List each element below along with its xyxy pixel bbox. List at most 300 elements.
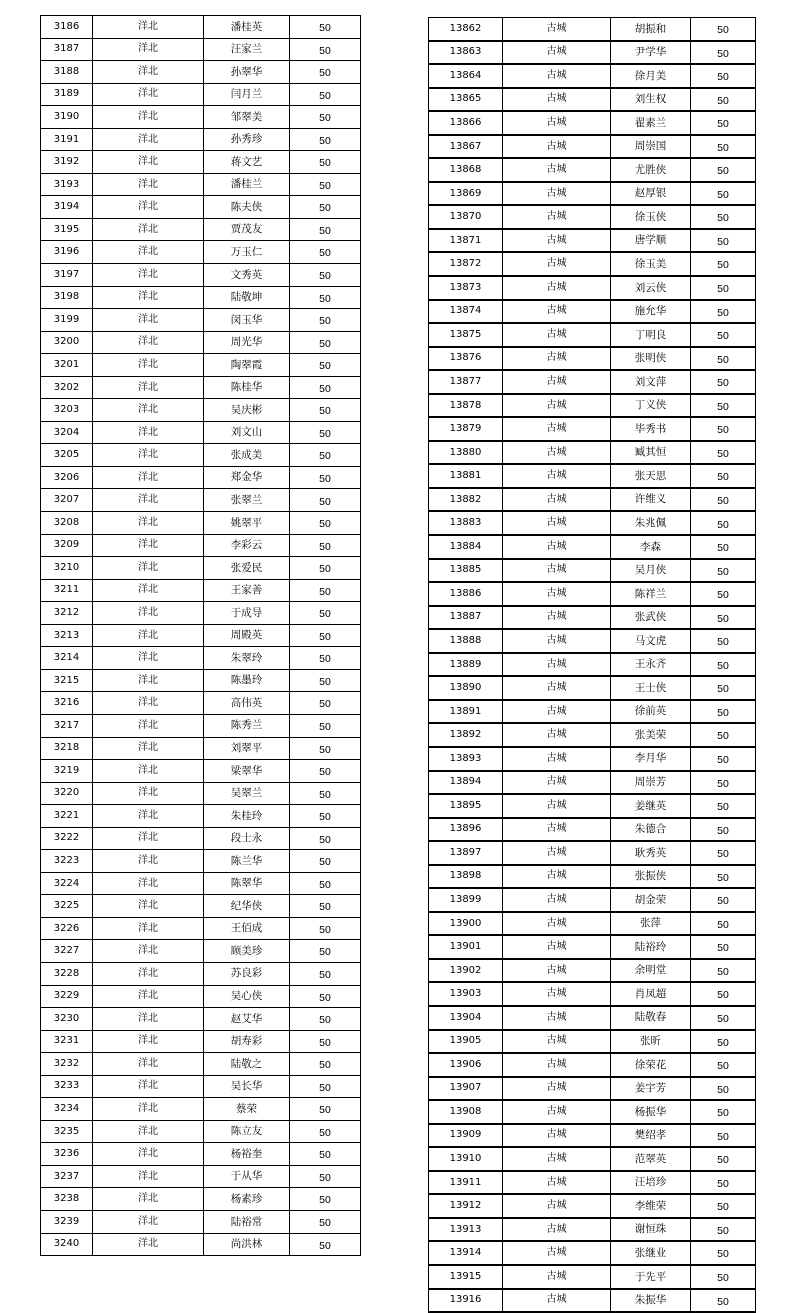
record-id-cell: 13902 [429, 959, 503, 983]
person-name-cell: 李彩云 [204, 534, 290, 557]
person-name-cell: 臧其恒 [611, 441, 691, 465]
record-id-cell: 3234 [41, 1098, 93, 1121]
person-name-cell: 毕秀书 [611, 417, 691, 441]
person-name-cell: 朱桂玲 [204, 805, 290, 828]
person-name-cell: 尹学华 [611, 41, 691, 65]
district-cell: 洋北 [93, 151, 204, 174]
district-cell: 古城 [503, 888, 611, 912]
amount-cell: 50 [290, 128, 361, 151]
person-name-cell: 蔡荣 [204, 1098, 290, 1121]
record-id-cell: 3240 [41, 1233, 93, 1256]
record-id-cell: 3233 [41, 1075, 93, 1098]
table-row [41, 782, 361, 805]
table-row [41, 917, 361, 940]
person-name-cell: 陈墨玲 [204, 669, 290, 692]
district-cell: 古城 [503, 347, 611, 371]
district-cell: 洋北 [93, 1098, 204, 1121]
district-cell: 古城 [503, 1289, 611, 1313]
district-cell: 洋北 [93, 1210, 204, 1233]
record-id-cell: 13907 [429, 1077, 503, 1101]
district-cell: 古城 [503, 88, 611, 112]
amount-cell: 50 [290, 1030, 361, 1053]
amount-cell: 50 [290, 805, 361, 828]
person-name-cell: 于成导 [204, 602, 290, 625]
person-name-cell: 范翠英 [611, 1147, 691, 1171]
district-cell: 古城 [503, 841, 611, 865]
record-id-cell: 13900 [429, 912, 503, 936]
amount-cell: 50 [691, 771, 756, 795]
person-name-cell: 汪培珍 [611, 1171, 691, 1195]
district-cell: 古城 [503, 417, 611, 441]
person-name-cell: 谢恒珠 [611, 1218, 691, 1242]
record-id-cell: 13897 [429, 841, 503, 865]
record-id-cell: 13916 [429, 1289, 503, 1313]
person-name-cell: 张萍 [611, 912, 691, 936]
person-name-cell: 陈兰华 [204, 850, 290, 873]
record-id-cell: 3237 [41, 1165, 93, 1188]
table-row [41, 444, 361, 467]
district-cell: 洋北 [93, 128, 204, 151]
district-cell: 古城 [503, 629, 611, 653]
person-name-cell: 于先平 [611, 1265, 691, 1289]
district-cell: 洋北 [93, 1030, 204, 1053]
record-id-cell: 13909 [429, 1124, 503, 1148]
district-cell: 古城 [503, 935, 611, 959]
table-row [429, 252, 756, 276]
left-table [40, 15, 361, 1256]
table-row [429, 771, 756, 795]
table-row [429, 300, 756, 324]
amount-cell: 50 [691, 300, 756, 324]
amount-cell: 50 [290, 38, 361, 61]
person-name-cell: 邹翠美 [204, 106, 290, 129]
person-name-cell: 吴心侠 [204, 985, 290, 1008]
district-cell: 洋北 [93, 241, 204, 264]
district-cell: 洋北 [93, 872, 204, 895]
district-cell: 洋北 [93, 985, 204, 1008]
district-cell: 古城 [503, 723, 611, 747]
amount-cell: 50 [691, 18, 756, 41]
table-row [41, 309, 361, 332]
record-id-cell: 13872 [429, 252, 503, 276]
table-row [41, 647, 361, 670]
record-id-cell: 13889 [429, 653, 503, 677]
district-cell: 洋北 [93, 669, 204, 692]
person-name-cell: 陈立友 [204, 1120, 290, 1143]
record-id-cell: 13877 [429, 370, 503, 394]
table-row [41, 534, 361, 557]
district-cell: 古城 [503, 1030, 611, 1054]
record-id-cell: 13863 [429, 41, 503, 65]
amount-cell: 50 [290, 106, 361, 129]
district-cell: 洋北 [93, 218, 204, 241]
table-row [429, 1124, 756, 1148]
table-row [41, 173, 361, 196]
amount-cell: 50 [290, 917, 361, 940]
amount-cell: 50 [691, 182, 756, 206]
person-name-cell: 徐荣花 [611, 1053, 691, 1077]
amount-cell: 50 [290, 1008, 361, 1031]
table-row [429, 959, 756, 983]
table-row [429, 982, 756, 1006]
amount-cell: 50 [691, 582, 756, 606]
amount-cell: 50 [290, 557, 361, 580]
person-name-cell: 肖凤超 [611, 982, 691, 1006]
district-cell: 洋北 [93, 1165, 204, 1188]
amount-cell: 50 [691, 229, 756, 253]
amount-cell: 50 [691, 276, 756, 300]
table-row [41, 669, 361, 692]
district-cell: 古城 [503, 818, 611, 842]
district-cell: 古城 [503, 1171, 611, 1195]
table-row [41, 83, 361, 106]
record-id-cell: 3194 [41, 196, 93, 219]
right-table [428, 17, 756, 1313]
person-name-cell: 徐月美 [611, 64, 691, 88]
amount-cell: 50 [691, 394, 756, 418]
amount-cell: 50 [691, 1218, 756, 1242]
amount-cell: 50 [290, 151, 361, 174]
amount-cell: 50 [691, 1053, 756, 1077]
person-name-cell: 闵玉华 [204, 309, 290, 332]
record-id-cell: 3213 [41, 624, 93, 647]
district-cell: 洋北 [93, 579, 204, 602]
person-name-cell: 丁义侠 [611, 394, 691, 418]
record-id-cell: 13879 [429, 417, 503, 441]
amount-cell: 50 [691, 723, 756, 747]
record-id-cell: 3224 [41, 872, 93, 895]
person-name-cell: 朱振华 [611, 1289, 691, 1313]
amount-cell: 50 [691, 676, 756, 700]
person-name-cell: 丁明良 [611, 323, 691, 347]
district-cell: 古城 [503, 488, 611, 512]
amount-cell: 50 [290, 264, 361, 287]
district-cell: 洋北 [93, 1143, 204, 1166]
amount-cell: 50 [691, 1077, 756, 1101]
district-cell: 洋北 [93, 309, 204, 332]
district-cell: 古城 [503, 276, 611, 300]
district-cell: 洋北 [93, 1008, 204, 1031]
amount-cell: 50 [691, 64, 756, 88]
record-id-cell: 13876 [429, 347, 503, 371]
table-row [429, 205, 756, 229]
person-name-cell: 胡寿彩 [204, 1030, 290, 1053]
person-name-cell: 陆敬之 [204, 1053, 290, 1076]
district-cell: 古城 [503, 511, 611, 535]
record-id-cell: 3214 [41, 647, 93, 670]
table-row [41, 466, 361, 489]
person-name-cell: 吴庆彬 [204, 399, 290, 422]
table-row [429, 41, 756, 65]
district-cell: 洋北 [93, 1120, 204, 1143]
amount-cell: 50 [290, 466, 361, 489]
record-id-cell: 13864 [429, 64, 503, 88]
table-row [41, 16, 361, 39]
amount-cell: 50 [691, 606, 756, 630]
table-row [429, 1077, 756, 1101]
amount-cell: 50 [691, 1006, 756, 1030]
amount-cell: 50 [290, 83, 361, 106]
table-row [41, 512, 361, 535]
record-id-cell: 3232 [41, 1053, 93, 1076]
table-row [41, 1165, 361, 1188]
person-name-cell: 张明侠 [611, 347, 691, 371]
amount-cell: 50 [290, 1233, 361, 1256]
table-row [429, 323, 756, 347]
amount-cell: 50 [691, 158, 756, 182]
record-id-cell: 13894 [429, 771, 503, 795]
person-name-cell: 胡金荣 [611, 888, 691, 912]
person-name-cell: 陈翠华 [204, 872, 290, 895]
record-id-cell: 3230 [41, 1008, 93, 1031]
amount-cell: 50 [691, 747, 756, 771]
table-row [429, 935, 756, 959]
district-cell: 洋北 [93, 61, 204, 84]
person-name-cell: 赵厚银 [611, 182, 691, 206]
district-cell: 古城 [503, 606, 611, 630]
person-name-cell: 苏良彩 [204, 962, 290, 985]
person-name-cell: 李月华 [611, 747, 691, 771]
record-id-cell: 3239 [41, 1210, 93, 1233]
table-row [41, 940, 361, 963]
district-cell: 洋北 [93, 534, 204, 557]
record-id-cell: 3195 [41, 218, 93, 241]
district-cell: 古城 [503, 1077, 611, 1101]
person-name-cell: 陈桂华 [204, 376, 290, 399]
table-row [429, 747, 756, 771]
amount-cell: 50 [290, 850, 361, 873]
record-id-cell: 3228 [41, 962, 93, 985]
record-id-cell: 3235 [41, 1120, 93, 1143]
table-row [429, 1100, 756, 1124]
table-row [41, 421, 361, 444]
district-cell: 洋北 [93, 557, 204, 580]
table-row [429, 700, 756, 724]
person-name-cell: 孙翠华 [204, 61, 290, 84]
record-id-cell: 3217 [41, 714, 93, 737]
amount-cell: 50 [290, 241, 361, 264]
table-row [41, 331, 361, 354]
person-name-cell: 于从华 [204, 1165, 290, 1188]
amount-cell: 50 [691, 629, 756, 653]
amount-cell: 50 [691, 912, 756, 936]
district-cell: 洋北 [93, 805, 204, 828]
record-id-cell: 13913 [429, 1218, 503, 1242]
amount-cell: 50 [691, 1171, 756, 1195]
district-cell: 古城 [503, 700, 611, 724]
person-name-cell: 郑金华 [204, 466, 290, 489]
person-name-cell: 段士永 [204, 827, 290, 850]
district-cell: 洋北 [93, 421, 204, 444]
amount-cell: 50 [691, 41, 756, 65]
amount-cell: 50 [691, 1124, 756, 1148]
table-row [41, 1120, 361, 1143]
person-name-cell: 胡振和 [611, 18, 691, 41]
person-name-cell: 张美荣 [611, 723, 691, 747]
record-id-cell: 3200 [41, 331, 93, 354]
person-name-cell: 樊绍孝 [611, 1124, 691, 1148]
record-id-cell: 3204 [41, 421, 93, 444]
amount-cell: 50 [290, 354, 361, 377]
amount-cell: 50 [691, 417, 756, 441]
record-id-cell: 3215 [41, 669, 93, 692]
record-id-cell: 3199 [41, 309, 93, 332]
table-row [41, 1075, 361, 1098]
district-cell: 洋北 [93, 737, 204, 760]
record-id-cell: 13893 [429, 747, 503, 771]
district-cell: 洋北 [93, 692, 204, 715]
person-name-cell: 李森 [611, 535, 691, 559]
amount-cell: 50 [691, 252, 756, 276]
record-id-cell: 3189 [41, 83, 93, 106]
table-row [429, 488, 756, 512]
district-cell: 洋北 [93, 331, 204, 354]
district-cell: 古城 [503, 959, 611, 983]
person-name-cell: 王士侠 [611, 676, 691, 700]
person-name-cell: 王永齐 [611, 653, 691, 677]
table-row [41, 1233, 361, 1256]
table-row [41, 962, 361, 985]
record-id-cell: 13880 [429, 441, 503, 465]
district-cell: 洋北 [93, 83, 204, 106]
record-id-cell: 13868 [429, 158, 503, 182]
amount-cell: 50 [691, 1265, 756, 1289]
person-name-cell: 朱翠玲 [204, 647, 290, 670]
record-id-cell: 13904 [429, 1006, 503, 1030]
record-id-cell: 13903 [429, 982, 503, 1006]
table-row [429, 818, 756, 842]
district-cell: 古城 [503, 205, 611, 229]
district-cell: 洋北 [93, 38, 204, 61]
amount-cell: 50 [290, 399, 361, 422]
district-cell: 古城 [503, 111, 611, 135]
table-row [429, 182, 756, 206]
district-cell: 洋北 [93, 917, 204, 940]
district-cell: 洋北 [93, 895, 204, 918]
person-name-cell: 陈祥兰 [611, 582, 691, 606]
district-cell: 洋北 [93, 962, 204, 985]
table-row [429, 1241, 756, 1265]
person-name-cell: 张成美 [204, 444, 290, 467]
record-id-cell: 3218 [41, 737, 93, 760]
record-id-cell: 13905 [429, 1030, 503, 1054]
table-row [41, 196, 361, 219]
amount-cell: 50 [691, 1289, 756, 1313]
record-id-cell: 3223 [41, 850, 93, 873]
record-id-cell: 13883 [429, 511, 503, 535]
amount-cell: 50 [691, 88, 756, 112]
record-id-cell: 13888 [429, 629, 503, 653]
district-cell: 洋北 [93, 286, 204, 309]
amount-cell: 50 [691, 818, 756, 842]
amount-cell: 50 [290, 489, 361, 512]
person-name-cell: 刘生权 [611, 88, 691, 112]
record-id-cell: 13869 [429, 182, 503, 206]
person-name-cell: 汪家兰 [204, 38, 290, 61]
person-name-cell: 陈夫侠 [204, 196, 290, 219]
amount-cell: 50 [691, 959, 756, 983]
record-id-cell: 13887 [429, 606, 503, 630]
amount-cell: 50 [691, 1100, 756, 1124]
amount-cell: 50 [290, 782, 361, 805]
district-cell: 古城 [503, 1241, 611, 1265]
record-id-cell: 3190 [41, 106, 93, 129]
record-id-cell: 3192 [41, 151, 93, 174]
record-id-cell: 3187 [41, 38, 93, 61]
district-cell: 洋北 [93, 173, 204, 196]
district-cell: 洋北 [93, 489, 204, 512]
table-row [41, 760, 361, 783]
person-name-cell: 刘文山 [204, 421, 290, 444]
amount-cell: 50 [691, 111, 756, 135]
amount-cell: 50 [691, 888, 756, 912]
table-row [429, 394, 756, 418]
table-row [41, 38, 361, 61]
person-name-cell: 徐前英 [611, 700, 691, 724]
table-row [41, 692, 361, 715]
district-cell: 古城 [503, 300, 611, 324]
record-id-cell: 3221 [41, 805, 93, 828]
table-row [41, 376, 361, 399]
person-name-cell: 万玉仁 [204, 241, 290, 264]
amount-cell: 50 [290, 1053, 361, 1076]
table-row [41, 895, 361, 918]
person-name-cell: 耿秀英 [611, 841, 691, 865]
person-name-cell: 周崇芳 [611, 771, 691, 795]
amount-cell: 50 [290, 218, 361, 241]
amount-cell: 50 [290, 647, 361, 670]
district-cell: 洋北 [93, 602, 204, 625]
table-row [429, 676, 756, 700]
table-row [429, 559, 756, 583]
record-id-cell: 13906 [429, 1053, 503, 1077]
amount-cell: 50 [290, 737, 361, 760]
table-row [429, 629, 756, 653]
amount-cell: 50 [290, 714, 361, 737]
district-cell: 古城 [503, 582, 611, 606]
person-name-cell: 姜宇芳 [611, 1077, 691, 1101]
person-name-cell: 翟素兰 [611, 111, 691, 135]
amount-cell: 50 [691, 559, 756, 583]
record-id-cell: 3196 [41, 241, 93, 264]
table-row [41, 624, 361, 647]
record-id-cell: 13886 [429, 582, 503, 606]
record-id-cell: 13871 [429, 229, 503, 253]
district-cell: 古城 [503, 18, 611, 41]
district-cell: 古城 [503, 1147, 611, 1171]
record-id-cell: 13875 [429, 323, 503, 347]
record-id-cell: 3227 [41, 940, 93, 963]
person-name-cell: 徐玉美 [611, 252, 691, 276]
district-cell: 古城 [503, 771, 611, 795]
table-row [429, 64, 756, 88]
person-name-cell: 潘桂英 [204, 16, 290, 39]
table-row [41, 489, 361, 512]
table-row [429, 1006, 756, 1030]
record-id-cell: 13878 [429, 394, 503, 418]
amount-cell: 50 [691, 488, 756, 512]
table-row [41, 1008, 361, 1031]
district-cell: 古城 [503, 229, 611, 253]
district-cell: 洋北 [93, 399, 204, 422]
district-cell: 古城 [503, 912, 611, 936]
table-row [429, 88, 756, 112]
table-row [429, 441, 756, 465]
amount-cell: 50 [290, 940, 361, 963]
person-name-cell: 朱德合 [611, 818, 691, 842]
amount-cell: 50 [290, 61, 361, 84]
table-row [429, 912, 756, 936]
